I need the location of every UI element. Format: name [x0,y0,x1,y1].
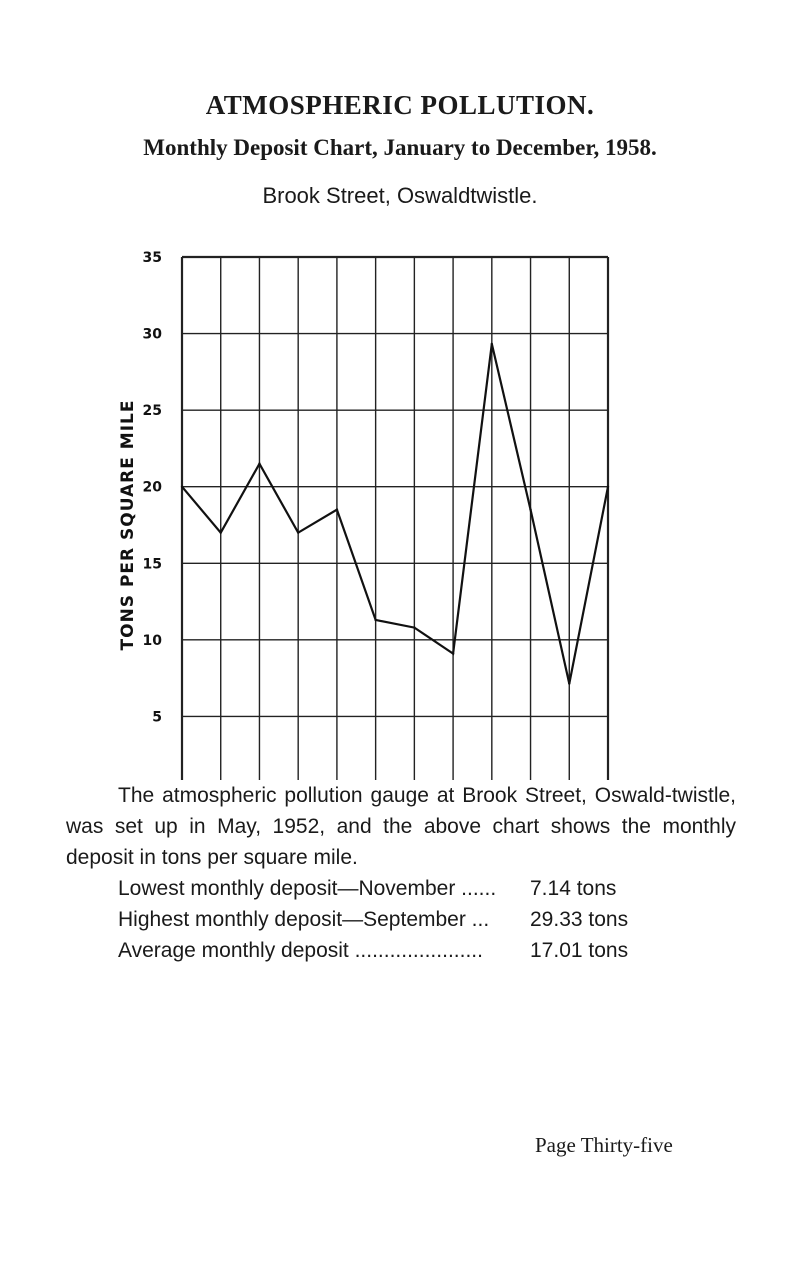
y-tick-label: 25 [142,403,162,420]
chart-subtitle: Monthly Deposit Chart, January to December, 1958. [143,135,657,160]
data-point [491,343,493,345]
series-line [182,344,608,684]
stats-list [118,877,678,970]
stat-value-average: 17.01 tons [530,939,629,962]
stat-value-lowest: 7.14 tons [530,877,617,900]
stat-row-highest [118,908,678,939]
data-point [181,486,183,488]
y-tick-label: 10 [142,632,162,649]
location-heading: Brook Street, Oswaldtwistle. [262,183,538,208]
y-tick-label: 5 [152,709,162,726]
data-point [258,463,260,465]
y-axis-label: TONS PER SQUARE MILE [118,399,138,651]
stat-value-highest: 29.33 tons [530,908,629,931]
stat-label-lowest: Lowest monthly deposit—November ...... [118,877,497,900]
data-point [568,682,570,684]
page-number: Page Thirty-five [535,1133,673,1157]
data-point [529,508,531,510]
data-point [220,531,222,533]
stat-row-lowest [118,877,678,908]
data-point [607,486,609,488]
y-tick-label: 30 [142,326,162,343]
page-title: ATMOSPHERIC POLLUTION. [205,90,595,120]
stat-label-average: Average monthly deposit ...................... [118,939,483,962]
y-tick-label: 20 [142,479,162,496]
stat-label-highest: Highest monthly deposit—September ... [118,908,490,931]
data-point [413,626,415,628]
data-point [374,619,376,621]
description-paragraph: The atmospheric pollution gauge at Brook Street, Oswald-twistle, was set up in May, 1952, and the above chart shows the monthly deposit in tons per square mile. [66,784,736,869]
data-point [336,508,338,510]
data-point [297,531,299,533]
y-tick-label: 35 [142,250,162,266]
y-tick-label: 15 [142,556,162,573]
data-point [452,652,454,654]
stat-row-average [118,939,678,970]
